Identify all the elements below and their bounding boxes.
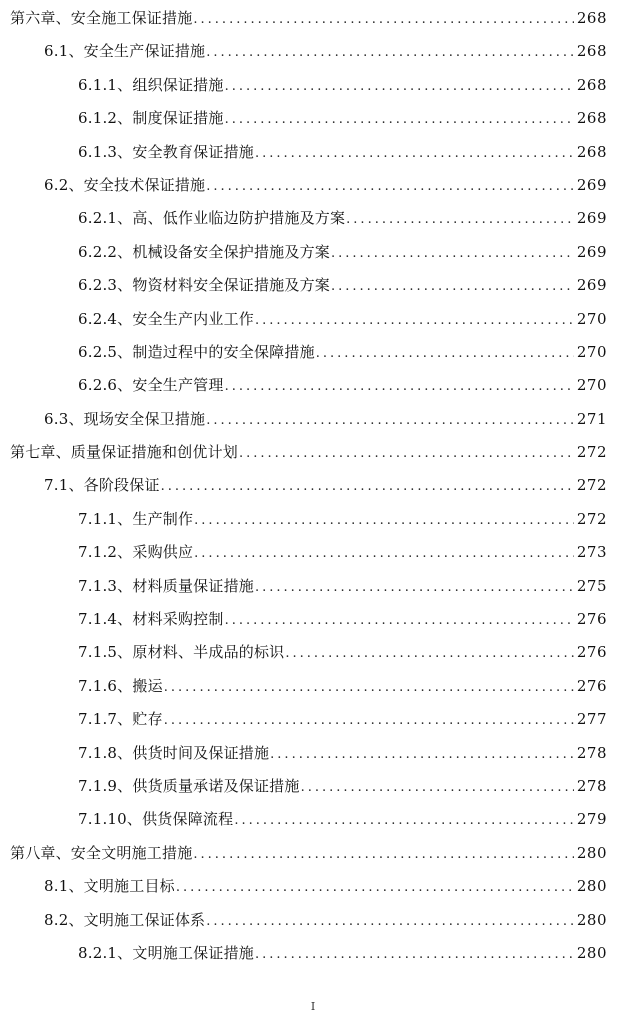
dot-leader [255, 571, 574, 604]
toc-entry-level-3[interactable] [0, 269, 626, 302]
toc-entry-level-2[interactable] [0, 403, 626, 436]
dot-leader [164, 671, 574, 704]
toc-entry-title: 6.1.3、安全教育保证措施 [78, 142, 254, 161]
toc-entry-level-2[interactable] [0, 169, 626, 202]
toc-entry-title: 8.2.1、文明施工保证措施 [78, 943, 254, 962]
toc-entry-level-3[interactable] [0, 202, 626, 235]
toc-entry-page-number: 269 [576, 209, 607, 228]
toc-entry-page-number: 268 [576, 42, 607, 61]
toc-entry-title: 7.1.5、原材料、半成品的标识 [78, 643, 285, 662]
dot-leader [225, 370, 574, 403]
dot-leader [176, 871, 574, 904]
toc-entry-page-number: 268 [576, 75, 607, 94]
toc-entry-title: 7.1.2、采购供应 [78, 543, 194, 562]
toc-entry-title: 第六章、安全施工保证措施 [10, 9, 193, 27]
dot-leader [194, 504, 574, 537]
dot-leader [316, 337, 574, 370]
dot-leader [285, 637, 573, 670]
toc-entry-title: 6.2.6、安全生产管理 [78, 376, 224, 395]
dot-leader [301, 771, 574, 804]
page-number: I [310, 1000, 316, 1013]
dot-leader [225, 70, 574, 103]
dot-leader [331, 270, 574, 303]
toc-entry-page-number: 268 [576, 142, 607, 161]
toc-entry-page-number: 273 [576, 543, 607, 562]
toc-entry-level-3[interactable] [0, 703, 626, 736]
toc-entry-level-1[interactable] [0, 837, 626, 870]
dot-leader [194, 537, 574, 570]
dot-leader [206, 36, 574, 69]
toc-entry-page-number: 276 [576, 610, 607, 629]
toc-entry-title: 7.1.3、材料质量保证措施 [78, 576, 254, 595]
toc-entry-level-3[interactable] [0, 336, 626, 369]
dot-leader [331, 237, 574, 270]
toc-entry-title: 第七章、质量保证措施和创优计划 [10, 443, 239, 462]
toc-entry-page-number: 272 [576, 476, 607, 495]
toc-entry-page-number: 278 [576, 743, 607, 762]
toc-entry-level-3[interactable] [0, 636, 626, 669]
toc-entry-page-number: 280 [576, 877, 607, 896]
toc-entry-title: 8.2、文明施工保证体系 [44, 910, 206, 929]
toc-entry-title: 6.2.1、高、低作业临边防护措施及方案 [78, 209, 346, 228]
toc-entry-level-2[interactable] [0, 35, 626, 68]
dot-leader [255, 938, 574, 971]
dot-leader [270, 738, 574, 771]
toc-entry-title: 6.1.2、制度保证措施 [78, 109, 224, 128]
toc-entry-title: 7.1.7、贮存 [78, 710, 163, 729]
toc-entry-title: 7.1.9、供货质量承诺及保证措施 [78, 776, 300, 795]
dot-leader [239, 437, 574, 470]
toc-entry-title: 6.2、安全技术保证措施 [44, 175, 206, 194]
toc-entry-title: 7.1.1、生产制作 [78, 509, 194, 528]
toc-entry-page-number: 268 [576, 109, 607, 128]
toc-entry-level-1[interactable] [0, 436, 626, 469]
dot-leader [346, 203, 574, 236]
dot-leader [255, 304, 574, 337]
toc-entry-page-number: 268 [576, 9, 607, 27]
toc-entry-page-number: 276 [576, 643, 607, 662]
dot-leader [193, 3, 573, 36]
dot-leader [234, 804, 574, 837]
dot-leader [164, 704, 574, 737]
toc-entry-page-number: 277 [576, 710, 607, 729]
toc-entry-level-3[interactable] [0, 102, 626, 135]
toc-entry-level-3[interactable] [0, 603, 626, 636]
dot-leader [193, 838, 573, 871]
toc-entry-title: 6.1、安全生产保证措施 [44, 42, 206, 61]
toc-entry-level-3[interactable] [0, 369, 626, 402]
toc-entry-page-number: 272 [576, 509, 607, 528]
toc-entry-title: 6.2.5、制造过程中的安全保障措施 [78, 342, 315, 361]
dot-leader [225, 604, 574, 637]
toc-entry-title: 7.1.4、材料采购控制 [78, 610, 224, 629]
toc-entry-page-number: 269 [576, 242, 607, 261]
toc-entry-level-3[interactable] [0, 770, 626, 803]
toc-entry-level-3[interactable] [0, 536, 626, 569]
toc-entry-title: 8.1、文明施工目标 [44, 877, 175, 896]
toc-entry-level-3[interactable] [0, 803, 626, 836]
toc-entry-title: 6.2.4、安全生产内业工作 [78, 309, 254, 328]
toc-entry-title: 7.1.10、供货保障流程 [78, 810, 234, 829]
toc-entry-page-number: 280 [576, 843, 607, 862]
toc-entry-title: 6.1.1、组织保证措施 [78, 75, 224, 94]
table-of-contents [0, 2, 626, 970]
toc-entry-level-2[interactable] [0, 469, 626, 502]
toc-entry-page-number: 275 [576, 576, 607, 595]
toc-entry-page-number: 271 [576, 409, 607, 428]
toc-entry-level-3[interactable] [0, 69, 626, 102]
dot-leader [161, 470, 574, 503]
toc-entry-level-3[interactable] [0, 236, 626, 269]
toc-entry-page-number: 269 [576, 175, 607, 194]
toc-entry-level-1[interactable] [0, 2, 626, 35]
dot-leader [255, 137, 574, 170]
toc-entry-level-2[interactable] [0, 904, 626, 937]
toc-entry-level-3[interactable] [0, 570, 626, 603]
toc-entry-level-2[interactable] [0, 870, 626, 903]
toc-entry-page-number: 278 [576, 776, 607, 795]
toc-entry-level-3[interactable] [0, 737, 626, 770]
toc-entry-page-number: 280 [576, 910, 607, 929]
dot-leader [206, 170, 574, 203]
toc-entry-page-number: 280 [576, 943, 607, 962]
toc-entry-page-number: 276 [576, 676, 607, 695]
toc-entry-level-3[interactable] [0, 136, 626, 169]
toc-entry-title: 7.1.6、搬运 [78, 676, 163, 695]
toc-entry-title: 6.2.2、机械设备安全保护措施及方案 [78, 242, 330, 261]
toc-entry-title: 7.1、各阶段保证 [44, 476, 160, 495]
toc-entry-level-3[interactable] [0, 937, 626, 970]
toc-entry-page-number: 270 [576, 342, 607, 361]
toc-entry-page-number: 279 [576, 810, 607, 829]
dot-leader [206, 404, 574, 437]
toc-entry-title: 6.2.3、物资材料安全保证措施及方案 [78, 276, 330, 295]
toc-entry-level-3[interactable] [0, 670, 626, 703]
toc-entry-title: 6.3、现场安全保卫措施 [44, 409, 206, 428]
dot-leader [206, 905, 574, 938]
toc-entry-page-number: 272 [576, 443, 607, 462]
toc-entry-level-3[interactable] [0, 503, 626, 536]
toc-entry-page-number: 270 [576, 309, 607, 328]
toc-entry-title: 7.1.8、供货时间及保证措施 [78, 743, 270, 762]
toc-entry-title: 第八章、安全文明施工措施 [10, 843, 193, 862]
toc-entry-page-number: 269 [576, 276, 607, 295]
dot-leader [225, 103, 574, 136]
toc-entry-page-number: 270 [576, 376, 607, 395]
toc-entry-level-3[interactable] [0, 303, 626, 336]
